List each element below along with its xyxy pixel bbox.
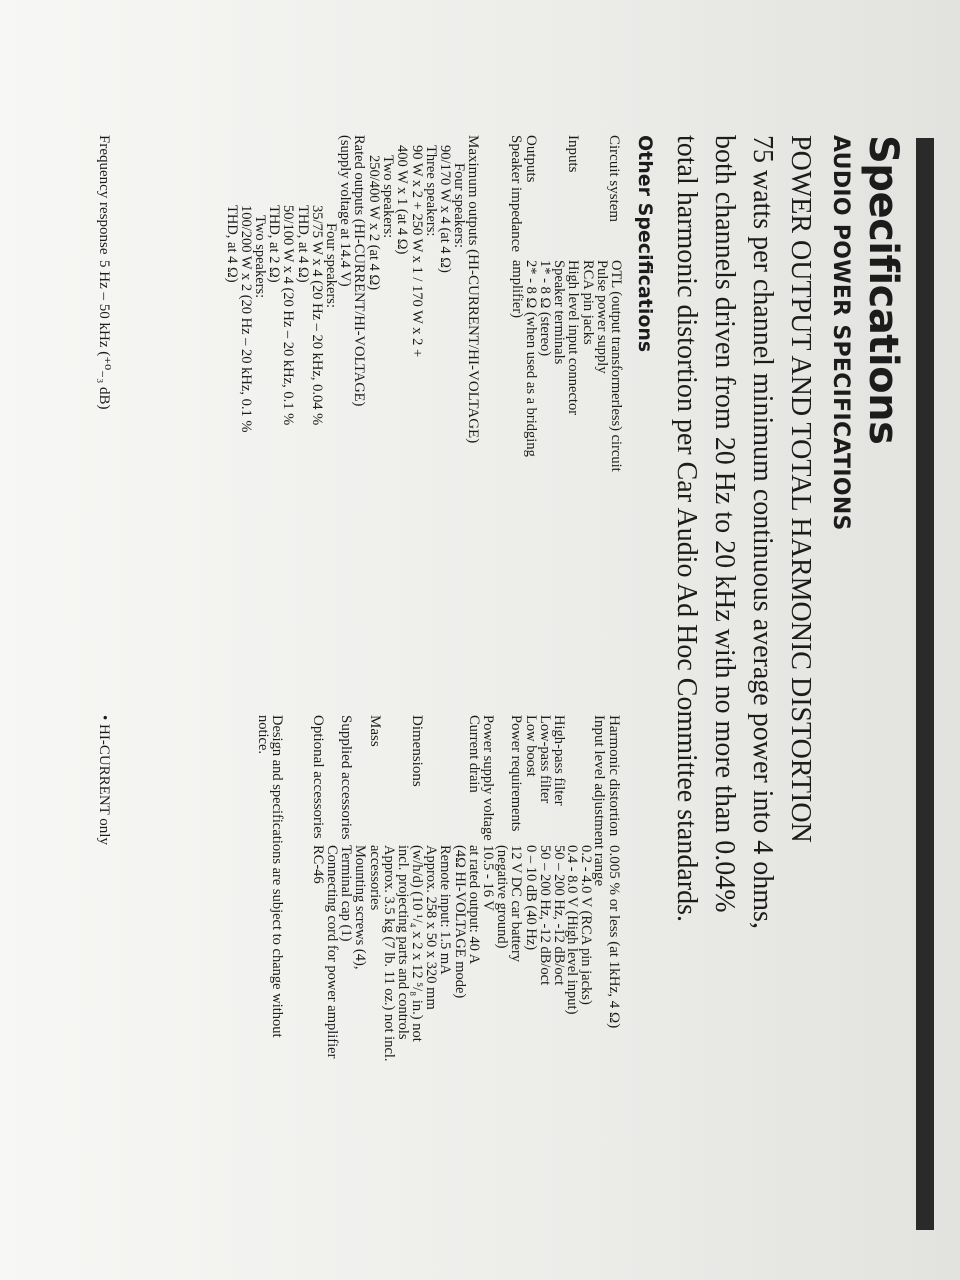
footnote-hi-current: • HI-CURRENT only <box>96 715 112 845</box>
maximum-outputs-four: Four speakers: <box>451 163 467 248</box>
power-statement-line-1: POWER OUTPUT AND TOTAL HARMONIC DISTORTION <box>785 135 816 843</box>
other-specifications-title: Other Specifications <box>634 135 656 353</box>
input-level-label: Input level adjustment range <box>591 715 607 887</box>
maximum-outputs-label: Maximum outputs (HI-CURRENT/HI-VOLTAGE) <box>465 135 481 444</box>
maximum-outputs-values: 90/170 W x 4 (at 4 Ω) Three speakers: 90 W x 2 + 250 W x 1 / 170 W x 2 + 400 W x 1 (at 4 Ω) Two speakers: 250/400 W x 2 (at 4 Ω) <box>366 145 453 358</box>
supply-labels: Power supply voltage Current drain <box>465 715 496 841</box>
power-statement-line-2: 75 watts per channel minimum continuous average power into 4 ohms, <box>747 135 778 929</box>
filter-labels: High-pass filter Low-pass filter Low boost Power requirements <box>508 715 567 832</box>
dimensions-label: Dimensions <box>409 715 425 787</box>
supplied-accessories-label: Supplied accessories <box>338 715 354 840</box>
circuit-system-value: OTL (output transformerless) circuit Pulse power supply RCA pin jacks High level input connector Speaker terminals 1* - 8 Ω (stereo) 2* - 8 Ω (when used as a bridging amplifier) <box>508 260 624 472</box>
spec-page <box>26 125 906 1265</box>
power-statement-line-3: both channels driven from 20 Hz to 20 kHz with no more than 0.04% <box>709 135 740 913</box>
section-title: AUDIO POWER SPECIFICATIONS <box>828 135 853 531</box>
filter-values: 50 – 200 Hz, -12 dB/oct 50 – 200 Hz, -12 dB/oct 0 – 10 dB (40 Hz) 12 V DC car battery (negative ground) 10.5 - 16 V at rated output: 40 A (4Ω HI-VOLTAGE mode) Remote input: 1.5 mA Approx. 258 x 50 x 320 mm (w/h/d) (10 ¹/₄ x 2 x 12 ⁵/₈ in.) not incl. projecting parts and controls Approx. 3.5 kg (7 lb. 11 oz.) not incl. accessories Mounting screws (4), Terminal cap (1) Connecting cord for power amplifier RC-46 <box>309 845 567 1062</box>
outputs-label: Outputs <box>523 135 539 183</box>
mass-label: Mass <box>367 715 383 747</box>
harmonic-distortion-value: 0.005 % or less (at 1kHz, 4 Ω) <box>606 845 622 1029</box>
harmonic-distortion-label: Harmonic distortion <box>606 715 622 837</box>
inputs-label: Inputs <box>565 135 581 173</box>
optional-accessories-label: Optional accessories <box>310 715 326 839</box>
power-statement-line-4: total harmonic distortion per Car Audio Ad Hoc Committee standards. <box>671 135 702 922</box>
speaker-impedance-label: Speaker impedance <box>508 135 524 253</box>
page-edge-bar <box>916 138 934 1230</box>
rated-outputs-label: Rated outputs (HI-CURRENT/HI-VOLTAGE) (supply voltage at 14.4 V) <box>336 135 367 407</box>
rated-outputs-values: Four speakers: 35/75 W x 4 (20 Hz – 20 kHz, 0.04 % THD, at 4 Ω) 50/100 W x 4 (20 Hz – 20 kHz, 0.1 % THD, at 2 Ω) Two speakers: 100/200 W x 2 (20 Hz – 20 kHz, 0.1 % THD, at 4 Ω) <box>223 205 339 433</box>
page-title: Specifications <box>860 135 906 445</box>
frequency-response-value: 5 Hz – 50 kHz (⁺⁰₋₃ dB) <box>96 260 112 410</box>
notice-text: Design and specifications are subject to change without notice. <box>254 715 285 1038</box>
frequency-response-label: Frequency response <box>96 135 112 255</box>
input-level-values: 0.2 - 4.0 V (RCA pin jacks) 0.4 - 8.0 V (High level input) <box>563 845 594 1015</box>
circuit-system-label: Circuit system <box>606 135 622 223</box>
